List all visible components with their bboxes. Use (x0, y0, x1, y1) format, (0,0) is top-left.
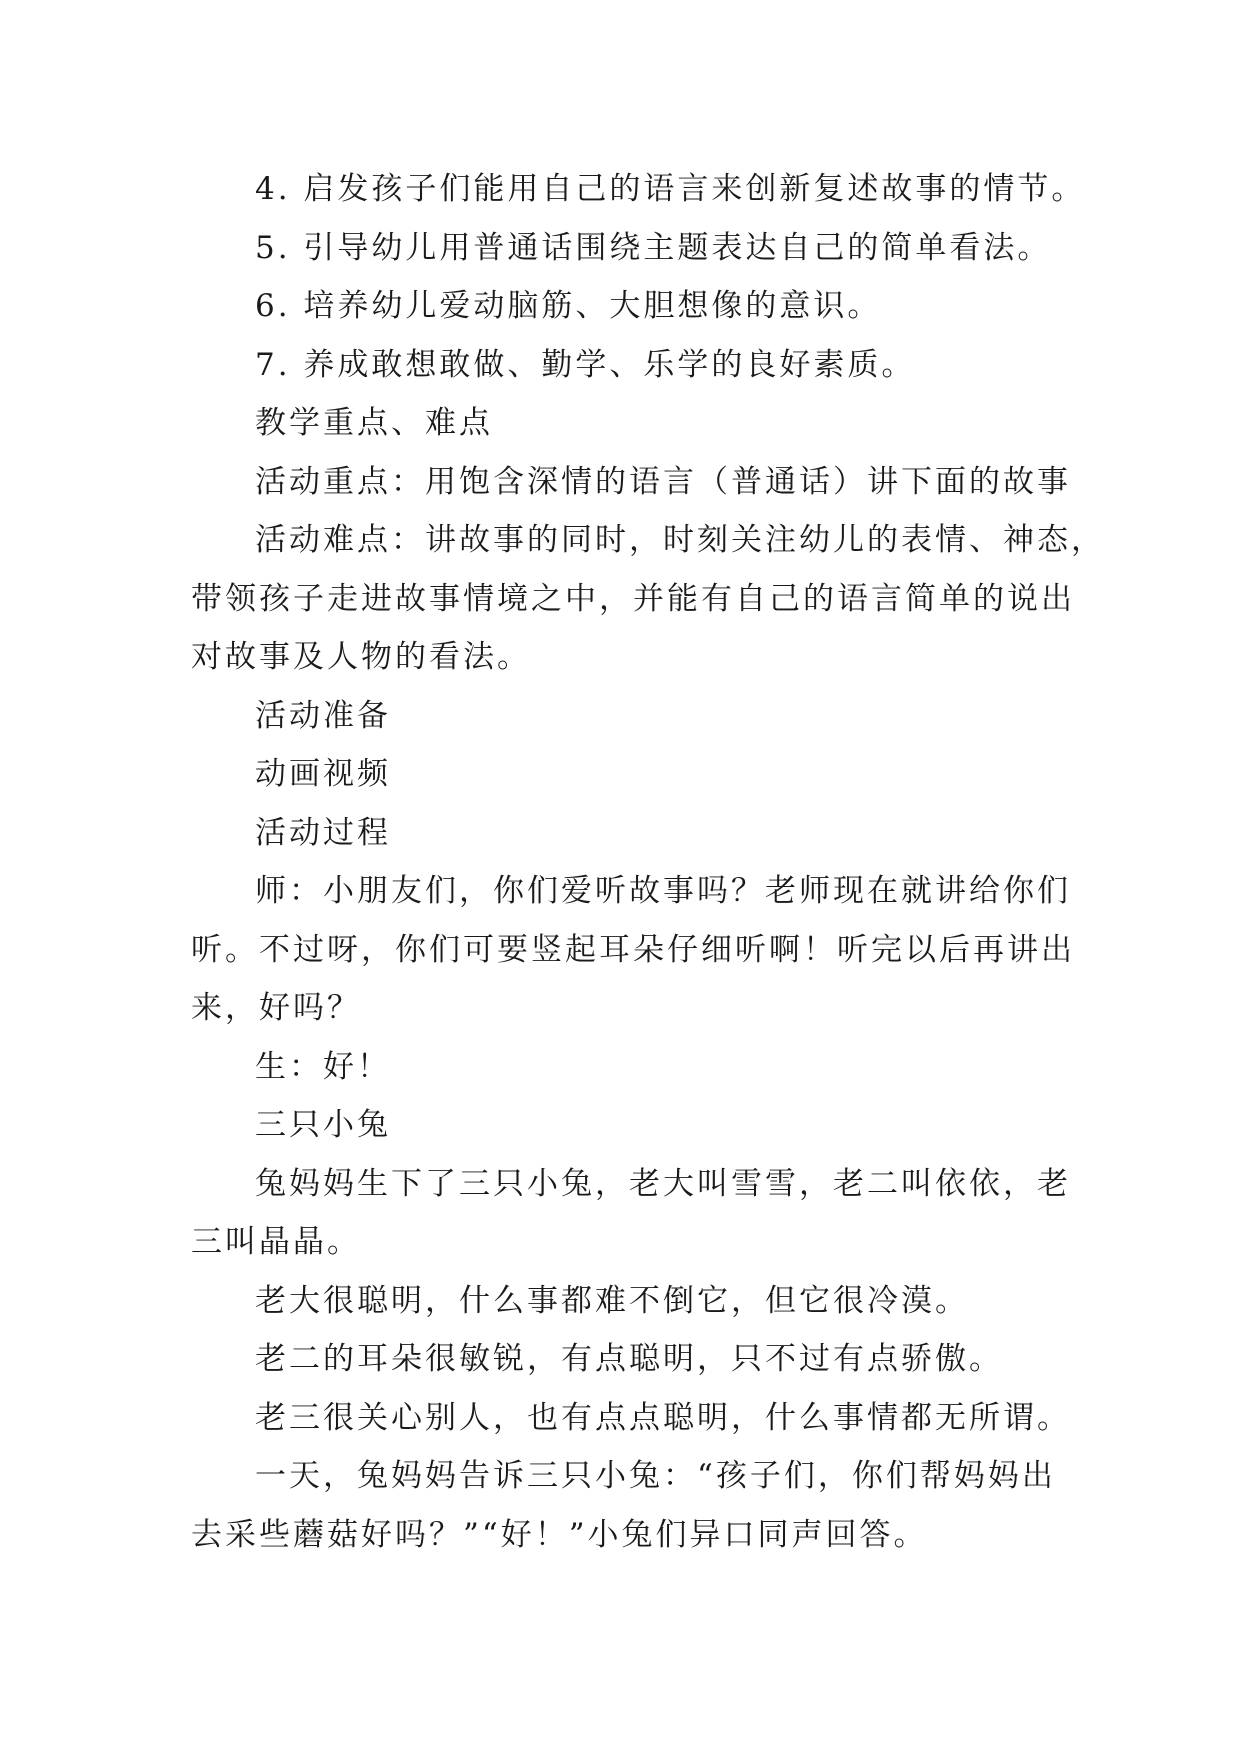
paragraph-line: 对故事及人物的看法。 (191, 639, 531, 675)
document-body (191, 160, 1105, 1564)
section-heading: 活动准备 (255, 697, 391, 734)
paragraph-line: 来，好吗？ (191, 990, 361, 1026)
story-title: 三只小兔 (255, 1107, 391, 1143)
paragraph-line: 一天，兔妈妈告诉三只小兔：“孩子们，你们帮妈妈出 (255, 1458, 1056, 1494)
paragraph-line: 7. 养成敢想敢做、勤学、乐学的良好素质。 (255, 346, 916, 383)
paragraph-line: 动画视频 (255, 756, 391, 792)
paragraph-line: 活动难点：讲故事的同时，时刻关注幼儿的表情、神态， (255, 522, 1105, 558)
paragraph-line: 师：小朋友们，你们爱听故事吗？老师现在就讲给你们 (255, 873, 1071, 909)
paragraph-line: 去采些蘑菇好吗？”“好！”小兔们异口同声回答。 (191, 1516, 928, 1553)
paragraph-line: 带领孩子走进故事情境之中，并能有自己的语言简单的说出 (191, 580, 1075, 617)
paragraph-line: 生：好！ (255, 1048, 391, 1085)
paragraph-line: 听。不过呀，你们可要竖起耳朵仔细听啊！听完以后再讲出 (191, 931, 1075, 968)
paragraph-line: 6. 培养幼儿爱动脑筋、大胆想像的意识。 (255, 288, 882, 324)
section-heading: 活动过程 (255, 814, 391, 851)
paragraph-line: 5. 引导幼儿用普通话围绕主题表达自己的简单看法。 (255, 229, 1052, 266)
paragraph-line: 老二的耳朵很敏锐，有点聪明，只不过有点骄傲。 (255, 1341, 1003, 1377)
paragraph-line: 老三很关心别人，也有点点聪明，什么事情都无所谓。 (255, 1399, 1071, 1436)
section-heading: 教学重点、难点 (255, 405, 493, 441)
paragraph-line: 活动重点：用饱含深情的语言（普通话）讲下面的故事 (255, 463, 1071, 500)
paragraph-line: 老大很聪明，什么事都难不倒它，但它很冷漠。 (255, 1282, 969, 1319)
paragraph-line: 4. 启发孩子们能用自己的语言来创新复述故事的情节。 (255, 171, 1086, 207)
paragraph-line: 三叫晶晶。 (191, 1224, 361, 1260)
paragraph-line: 兔妈妈生下了三只小兔，老大叫雪雪，老二叫依依，老 (255, 1165, 1071, 1202)
